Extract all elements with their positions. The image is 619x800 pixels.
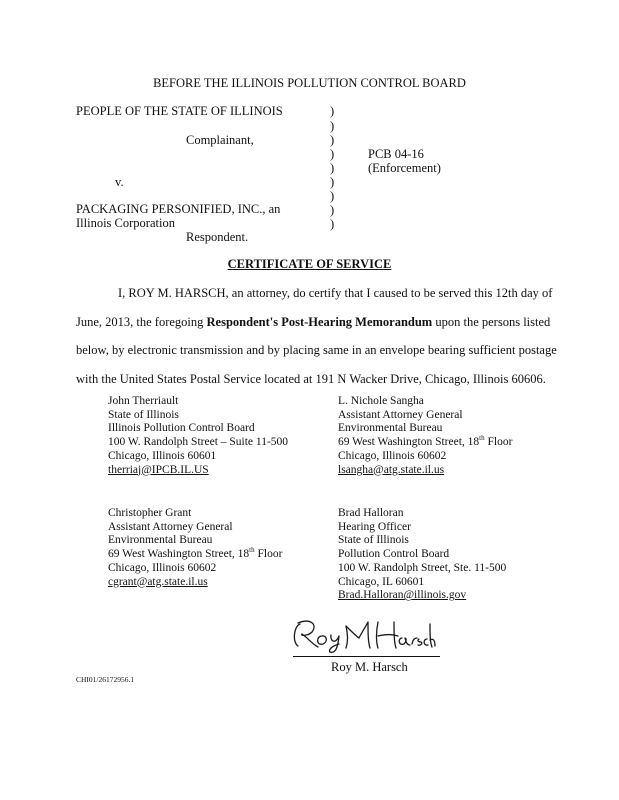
recipient-block	[108, 507, 282, 589]
recipient-email[interactable]: therriaj@IPCB.IL.US	[108, 463, 209, 476]
caption-bracket: )	[330, 217, 335, 231]
caption-bracket: )	[330, 104, 335, 118]
recipient-name: Brad Halloran	[338, 507, 404, 519]
recipient-line: Illinois Pollution Control Board	[108, 422, 255, 435]
certificate-line-3: below, by electronic transmission and by placing same in an envelope bearing sufficient postage	[76, 343, 557, 357]
caption-bracket: )	[330, 189, 335, 203]
recipient-email[interactable]: lsangha@atg.state.il.us	[338, 463, 445, 476]
recipient-block	[338, 507, 506, 603]
recipient-line: 100 W. Randolph Street – Suite 11-500	[108, 436, 289, 449]
caption-bracket: )	[330, 161, 335, 175]
recipient-line: State of Illinois	[338, 534, 409, 547]
recipient-line: Environmental Bureau	[338, 422, 443, 435]
recipient-line: 69 West Washington Street, 18th Floor	[108, 546, 283, 561]
document-id: CHI01/26172956.1	[76, 675, 135, 684]
handwritten-signature	[286, 614, 436, 654]
recipient-email[interactable]: Brad.Halloran@illinois.gov	[338, 589, 467, 602]
defendant-name: PACKAGING PERSONIFIED, INC., an	[76, 202, 281, 216]
recipient-line: Assistant Attorney General	[108, 520, 233, 533]
caption-bracket: )	[330, 175, 335, 189]
recipient-block	[338, 395, 512, 477]
signature-line	[293, 656, 440, 657]
recipient-line: Environmental Bureau	[108, 534, 213, 547]
recipient-line: 69 West Washington Street, 18th Floor	[338, 434, 513, 449]
recipient-line: Hearing Officer	[338, 520, 411, 533]
caption-bracket: )	[330, 147, 335, 161]
plaintiff-name: PEOPLE OF THE STATE OF ILLINOIS	[76, 104, 283, 118]
recipient-name: John Therriault	[108, 395, 179, 407]
certificate-line-1: I, ROY M. HARSCH, an attorney, do certify that I caused to be served this 12th day of	[118, 286, 553, 300]
recipient-line: Chicago, Illinois 60601	[108, 449, 217, 462]
defendant-description: Illinois Corporation	[76, 216, 175, 230]
caption-bracket: )	[330, 203, 335, 217]
recipient-line: 100 W. Randolph Street, Ste. 11-500	[338, 561, 507, 574]
recipient-name: Christopher Grant	[108, 507, 192, 519]
caption-bracket: )	[330, 119, 335, 133]
board-title: BEFORE THE ILLINOIS POLLUTION CONTROL BOARD	[153, 76, 466, 90]
certificate-heading: CERTIFICATE OF SERVICE	[227, 257, 392, 271]
versus: v.	[115, 175, 124, 189]
memorandum-title: Respondent's Post-Hearing Memorandum	[206, 315, 433, 329]
recipient-line: State of Illinois	[108, 408, 179, 421]
recipient-line: Pollution Control Board	[338, 548, 450, 561]
signer-name: Roy M. Harsch	[331, 660, 408, 674]
certificate-line-2: June, 2013, the foregoing Respondent's Post-Hearing Memorandum upon the persons listed	[76, 315, 551, 329]
recipient-block	[108, 395, 288, 477]
recipient-line: Chicago, IL 60601	[338, 575, 425, 588]
plaintiff-role: Complainant,	[186, 133, 254, 147]
recipient-line: Chicago, Illinois 60602	[108, 561, 217, 574]
recipient-email[interactable]: cgrant@atg.state.il.us	[108, 575, 208, 588]
defendant-role: Respondent.	[186, 230, 249, 244]
recipient-name: L. Nichole Sangha	[338, 395, 424, 407]
caption-bracket: )	[330, 133, 335, 147]
recipient-line: Chicago, Illinois 60602	[338, 449, 447, 462]
certificate-line-4: with the United States Postal Service located at 191 N Wacker Drive, Chicago, Illinois 60606.	[76, 372, 546, 386]
recipient-line: Assistant Attorney General	[338, 408, 463, 421]
case-type: (Enforcement)	[368, 161, 441, 175]
case-number: PCB 04-16	[368, 147, 424, 161]
